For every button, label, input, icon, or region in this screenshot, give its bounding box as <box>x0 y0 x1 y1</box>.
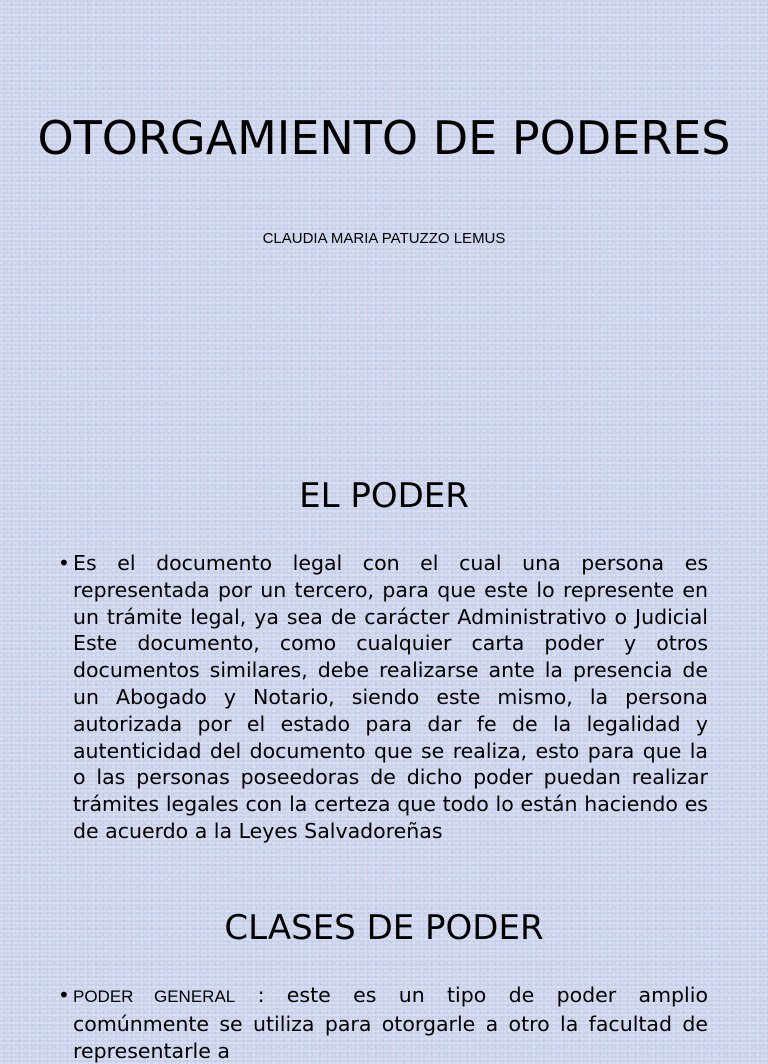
bullet-term: PODER GENERAL <box>73 987 236 1006</box>
slide-heading: CLASES DE PODER <box>224 908 544 948</box>
slide-heading: EL PODER <box>299 476 469 516</box>
presentation-title: OTORGAMIENTO DE PODERES <box>37 111 731 165</box>
bullet-item <box>58 982 708 1064</box>
bullet-text <box>73 982 708 1064</box>
title-slide <box>0 0 768 432</box>
bullet-description: : este es un tipo de poder amplio comúnmente se utiliza para otorgarle a otro la facultad de representarle a <box>73 983 708 1063</box>
bullet-text: Es el documento legal con el cual una persona es representada por un tercero, para que este lo represente en un trámite legal, ya sea de carácter Administrativo o Judicial Este documento, como cualquier carta poder y otros documentos similares, debe realizarse ante la presencia de un Abogado y Notario, siendo este mismo, la persona autorizada por el estado para dar fe de la legalidad y autenticidad del documento que se realiza, esto para que la o las personas poseedoras de dicho poder puedan realizar trámites legales con la certeza que todo lo están haciendo es de acuerdo a la Leyes Salvadoreñas <box>73 551 708 843</box>
el-poder-slide <box>0 432 768 864</box>
clases-de-poder-slide <box>0 864 768 1063</box>
bullet-icon: • <box>58 983 70 1007</box>
bullet-icon: • <box>58 551 70 575</box>
bullet-item <box>58 550 708 862</box>
author-name: CLAUDIA MARIA PATUZZO LEMUS <box>262 230 506 247</box>
